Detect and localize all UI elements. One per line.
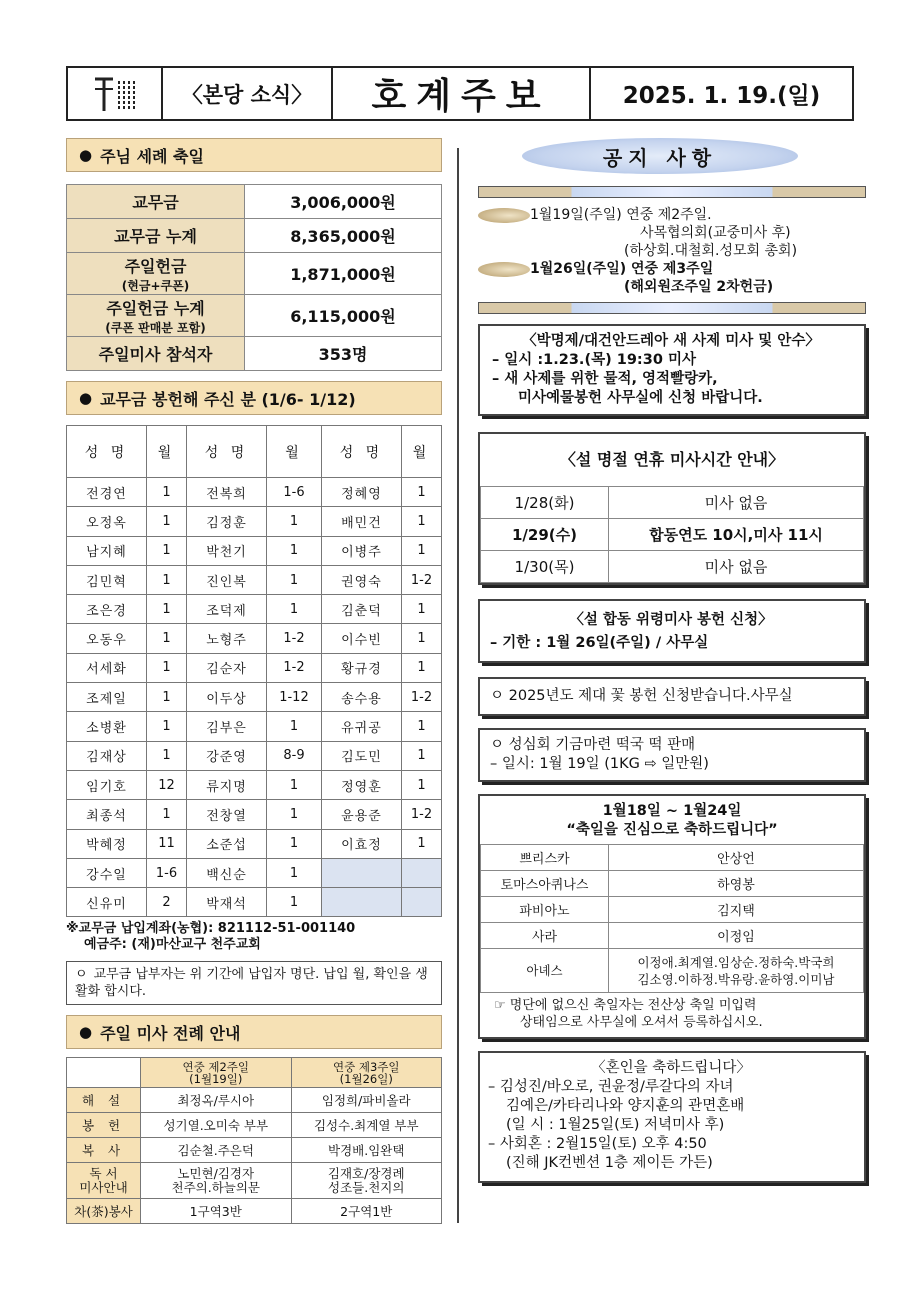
donor-name: 백신순 [187,858,267,887]
donor-name: 전창열 [187,800,267,829]
cross-logo-icon [93,75,137,113]
table-row [481,923,864,949]
table-row [481,871,864,897]
celebrant-names-line: 이정애.최계열.임상순.정하숙.박국희 [637,954,835,970]
bullet-icon: ● [79,1023,93,1042]
table-row [67,536,442,565]
finance-label-text: 주일미사 참석자 [98,345,213,364]
reader-names: 노민현/김경자 [177,1165,255,1181]
donor-months: 1-6 [267,478,322,507]
holiday-date: 1/30(목) [481,551,609,583]
finance-value: 6,115,000원 [245,295,442,337]
celebrant-names [609,949,864,993]
donor-months: 1 [401,624,441,653]
notice-item [478,206,866,224]
donor-name: 김부은 [187,712,267,741]
ordination-title: 〈박명제/대건안드레아 새 사제 미사 및 안수〉 [522,333,820,349]
donor-months: 1 [401,507,441,536]
donor-months: 8-9 [267,741,322,770]
donor-months: 12 [147,770,187,799]
donor-name: 김도민 [321,741,401,770]
ordination-box [478,324,866,416]
ricecake-line: ㅇ 성심회 기금마련 떡국 떡 판매 [490,737,696,753]
memorial-title: 〈설 합동 위령미사 봉헌 신청〉 [569,612,773,628]
table-row [67,507,442,536]
donor-name: 이두상 [187,683,267,712]
celebrant-names-line: 김소영.이하정.박유랑.윤하영.이미남 [637,971,835,987]
role-label: 해 설 [67,1088,141,1113]
wedding-line: (일 시 : 1월25일(토) 저녁미사 후) [506,1117,725,1133]
column-header: 성 명 [321,426,401,478]
donor-months: 1 [401,653,441,682]
donor-months: 1 [401,712,441,741]
donor-name: 이병주 [321,536,401,565]
donor-name: 남지혜 [67,536,147,565]
saint-name: 토마스아퀴나스 [481,871,609,897]
donor-months: 1-2 [267,653,322,682]
donor-name: 박혜정 [67,829,147,858]
table-row [67,829,442,858]
donor-months: 11 [147,829,187,858]
donor-name: 강수일 [67,858,147,887]
table-row [67,1088,442,1113]
column-header [291,1058,442,1088]
sunday-2-name: 연중 제3주일 [332,1059,400,1074]
donor-name: 강준영 [187,741,267,770]
wedding-line: – 김성진/바오로, 권윤정/루갈다의 자녀 [488,1079,734,1095]
holiday-info: 미사 없음 [609,487,864,519]
donor-name: 전복희 [187,478,267,507]
table-row [481,845,864,871]
donor-months: 1 [147,800,187,829]
finance-title: 주님 세례 축일 [100,146,204,166]
saint-name: 쁘리스카 [481,845,609,871]
notice-item-text: 1월19일(주일) 연중 제2주일. [530,207,712,223]
feastdays-header [480,796,864,844]
table-row [67,219,442,253]
donor-months: 1 [147,683,187,712]
donor-months: 1 [147,507,187,536]
role-assignee: 최정옥/루시아 [141,1088,292,1113]
table-row [481,897,864,923]
notice-item [478,260,866,278]
guide-names: 천주의.하늘의문 [171,1179,260,1195]
liturgy-title: 주일 미사 전례 안내 [100,1023,241,1043]
donor-months: 1 [267,888,322,917]
guide-role: 미사안내 [79,1179,128,1195]
table-row [67,478,442,507]
donor-months: 1 [267,770,322,799]
table-row [67,1199,442,1224]
table-row [67,337,442,371]
reader-names: 김재호/장경례 [327,1165,405,1181]
finance-label-sub: (쿠폰 판매분 포함) [105,320,206,335]
donor-name: 이효정 [321,829,401,858]
account-holder: 예금주: (재)마산교구 천주교회 [84,937,261,953]
parish-logo [68,68,163,119]
liturgy-section-title [66,1015,442,1049]
donor-name: 정영훈 [321,770,401,799]
table-row [67,683,442,712]
column-divider [457,148,459,1223]
donors-table-body [67,478,442,917]
donor-name: 조덕제 [187,595,267,624]
empty-cell [321,858,401,887]
reading-role: 독 서 [89,1165,118,1181]
holiday-box [478,432,866,585]
donor-months: 1 [147,565,187,594]
role-assignee: 1구역3반 [141,1199,292,1224]
table-row [67,624,442,653]
oval-bullet-icon [478,208,530,223]
donor-name: 김재상 [67,741,147,770]
donor-months: 1 [267,800,322,829]
wedding-title: 〈혼인을 축하드립니다〉 [591,1060,751,1076]
oval-bullet-icon [478,262,530,277]
donor-name: 박재석 [187,888,267,917]
finance-section-title [66,138,442,172]
table-row [481,487,864,519]
feastdays-note-line: ☞ 명단에 없으신 축일자는 전산상 축일 미입력 [494,998,757,1013]
donor-months: 1 [267,565,322,594]
role-assignee: 성기열.오미숙 부부 [141,1113,292,1138]
donor-name: 소병환 [67,712,147,741]
feastdays-table [480,844,864,993]
donor-name: 오정옥 [67,507,147,536]
donor-months: 1 [401,741,441,770]
role-assignee: 김순철.주은덕 [141,1138,292,1163]
empty-cell [401,888,441,917]
donors-section-title [66,381,442,415]
ricecake-line: – 일시: 1월 19일 (1KG ⇨ 일만원) [490,756,709,772]
finance-label [67,253,245,295]
donor-name: 류지명 [187,770,267,799]
finance-label-text: 교무금 누계 [114,227,197,246]
table-row [67,712,442,741]
donor-name: 김정훈 [187,507,267,536]
finance-label-text: 교무금 [132,193,179,212]
role-label: 차(茶)봉사 [67,1199,141,1224]
table-row [67,1138,442,1163]
donor-months: 1 [147,712,187,741]
right-column [478,138,866,1183]
wedding-line: – 사회혼 : 2월15일(토) 오후 4:50 [488,1136,707,1152]
table-header-row [67,1058,442,1088]
donor-name: 유귀공 [321,712,401,741]
donor-name: 소준섭 [187,829,267,858]
donor-name: 진인복 [187,565,267,594]
feastdays-note [480,993,864,1037]
donor-name: 권영숙 [321,565,401,594]
role-label: 복 사 [67,1138,141,1163]
notices-title: 공지 사항 [522,138,798,174]
feastdays-greeting: “축일을 진심으로 축하드립니다” [566,822,778,838]
donor-name: 김순자 [187,653,267,682]
donor-name: 최종석 [67,800,147,829]
donor-months: 2 [147,888,187,917]
left-column [66,138,442,1224]
corner-cell [67,1058,141,1088]
ordination-line: 미사예물봉헌 사무실에 신청 바랍니다. [518,390,763,406]
finance-label-text: 주일헌금 [124,256,187,276]
donor-months: 1 [401,595,441,624]
role-assignee: 김성수.최계열 부부 [291,1113,442,1138]
feastdays-note-line: 상태임으로 사무실에 오셔서 등록하십시오. [520,1015,763,1030]
column-header: 성 명 [187,426,267,478]
donor-name: 윤용준 [321,800,401,829]
notice-list [478,198,866,302]
donor-months: 1-2 [267,624,322,653]
donor-months: 1 [147,624,187,653]
finance-value: 3,006,000원 [245,185,442,219]
column-header: 성 명 [67,426,147,478]
column-header: 월 [267,426,322,478]
role-assignee: 2구역1반 [291,1199,442,1224]
wedding-line: 김예은/카타리나와 양지훈의 관면혼배 [506,1098,745,1114]
donor-name: 송수용 [321,683,401,712]
donor-months: 1 [267,858,322,887]
donor-months: 1-2 [401,800,441,829]
donor-name: 조은경 [67,595,147,624]
role-label: 봉 헌 [67,1113,141,1138]
finance-table [66,184,442,371]
wedding-line: (진해 JK컨벤션 1층 제이든 가든) [506,1155,713,1171]
celebrant-names: 안상언 [609,845,864,871]
finance-value: 1,871,000원 [245,253,442,295]
circle-bullet-icon: ㅇ [75,967,88,983]
finance-value: 8,365,000원 [245,219,442,253]
donor-months: 1 [401,478,441,507]
celebrant-names: 하영봉 [609,871,864,897]
donor-name: 김민혁 [67,565,147,594]
notice-item-text: (하상회.대철회.성모회 총회) [624,243,798,259]
finance-label [67,219,245,253]
donor-name: 박천기 [187,536,267,565]
table-row [67,595,442,624]
table-row [481,949,864,993]
bulletin-date: 2025. 1. 19.(일) [622,83,821,109]
empty-cell [321,888,401,917]
donor-months: 1 [267,536,322,565]
donor-months: 1-2 [401,683,441,712]
memorial-box [478,599,866,663]
role-label [67,1163,141,1199]
holiday-date: 1/29(수) [481,519,609,551]
notice-item-text: 사목협의회(교중미사 후) [640,225,791,241]
role-assignee [141,1163,292,1199]
account-number: ※교무금 납입계좌(농협): 821112-51-001140 [66,921,356,937]
holiday-info: 합동연도 10시,미사 11시 [609,519,864,551]
table-row [67,770,442,799]
column-header [141,1058,292,1088]
section-label: 〈본당 소식〉 [163,68,333,119]
table-row [481,551,864,583]
donor-name: 황규경 [321,653,401,682]
holiday-table [480,486,864,583]
donor-months: 1 [267,595,322,624]
donor-months: 1 [267,829,322,858]
donor-name: 오동우 [67,624,147,653]
table-row [67,888,442,917]
flowers-text: ㅇ 2025년도 제대 꽃 봉헌 신청받습니다.사무실 [490,688,793,704]
role-assignee [291,1163,442,1199]
donor-name: 전경연 [67,478,147,507]
account-info [66,921,442,953]
donor-name: 신유미 [67,888,147,917]
role-assignee: 임정희/파비올라 [291,1088,442,1113]
ordination-line: – 새 사제를 위한 물적, 영적빨랑카, [492,371,718,387]
donor-note-box [66,961,442,1005]
donor-months: 1 [147,478,187,507]
donor-name: 김춘덕 [321,595,401,624]
finance-value: 353명 [245,337,442,371]
flowers-box [478,677,866,716]
donor-months: 1 [401,829,441,858]
saint-name: 아녜스 [481,949,609,993]
donor-name: 조제일 [67,683,147,712]
table-row [67,741,442,770]
sunday-1-name: 연중 제2주일 [182,1059,250,1074]
donor-months: 1 [267,712,322,741]
donor-months: 1 [147,536,187,565]
donors-table [66,425,442,917]
guide-names: 성조들.천지의 [328,1179,405,1195]
saint-name: 파비아노 [481,897,609,923]
bulletin-title: 호계주보 [333,68,591,119]
table-row [67,185,442,219]
decorative-rule [478,186,866,198]
holiday-title: 〈설 명절 연휴 미사시간 안내〉 [559,450,785,469]
role-assignee: 박경배.임완택 [291,1138,442,1163]
finance-label [67,185,245,219]
column-header: 월 [147,426,187,478]
celebrant-names: 김지택 [609,897,864,923]
bullet-icon: ● [79,146,93,164]
donor-months: 1 [401,536,441,565]
donor-name: 배민건 [321,507,401,536]
memorial-deadline: – 기한 : 1월 26일(주일) / 사무실 [490,635,709,651]
empty-cell [401,858,441,887]
donor-months: 1-2 [401,565,441,594]
notice-item-text: 1월26일(주일) 연중 제3주일 [530,261,714,277]
liturgy-table [66,1057,442,1224]
donor-months: 1 [401,770,441,799]
donor-note-text: 교무금 납부자는 위 기간에 납입자 명단. 납입 월, 확인을 생활화 합시다. [75,967,428,1000]
feastdays-dates: 1월18일 ~ 1월24일 [602,803,742,819]
donor-name: 이수빈 [321,624,401,653]
table-row [67,253,442,295]
donor-months: 1 [147,595,187,624]
decorative-rule [478,302,866,314]
saint-name: 사라 [481,923,609,949]
column-header: 월 [401,426,441,478]
donor-months: 1-12 [267,683,322,712]
ricecake-box [478,728,866,782]
table-row [67,858,442,887]
notice-item-text: (해외원조주일 2차헌금) [624,279,774,295]
table-row [67,653,442,682]
donor-name: 임기호 [67,770,147,799]
holiday-info: 미사 없음 [609,551,864,583]
finance-label-text: 주일헌금 누계 [106,298,205,318]
table-row [67,800,442,829]
table-row [67,565,442,594]
table-row [67,295,442,337]
table-header-row [67,426,442,478]
ordination-line: – 일시 :1.23.(목) 19:30 미사 [492,352,696,368]
table-row [481,519,864,551]
celebrant-names: 이정임 [609,923,864,949]
feastdays-box [478,794,866,1039]
holiday-date: 1/28(화) [481,487,609,519]
donor-months: 1-6 [147,858,187,887]
wedding-box [478,1051,866,1183]
donors-title: 교무금 봉헌해 주신 분 (1/6- 1/12) [100,389,356,409]
finance-label-sub: (현금+쿠폰) [121,278,190,293]
donor-name: 정혜영 [321,478,401,507]
table-row [67,1113,442,1138]
finance-label [67,295,245,337]
sunday-2-date: (1월26일) [339,1071,393,1086]
donor-months: 1 [147,741,187,770]
sunday-1-date: (1월19일) [189,1071,243,1086]
donor-months: 1 [267,507,322,536]
donor-name: 노형주 [187,624,267,653]
masthead [66,66,854,121]
donor-months: 1 [147,653,187,682]
table-row [67,1163,442,1199]
bullet-icon: ● [79,389,93,407]
donor-name: 서세화 [67,653,147,682]
finance-label [67,337,245,371]
